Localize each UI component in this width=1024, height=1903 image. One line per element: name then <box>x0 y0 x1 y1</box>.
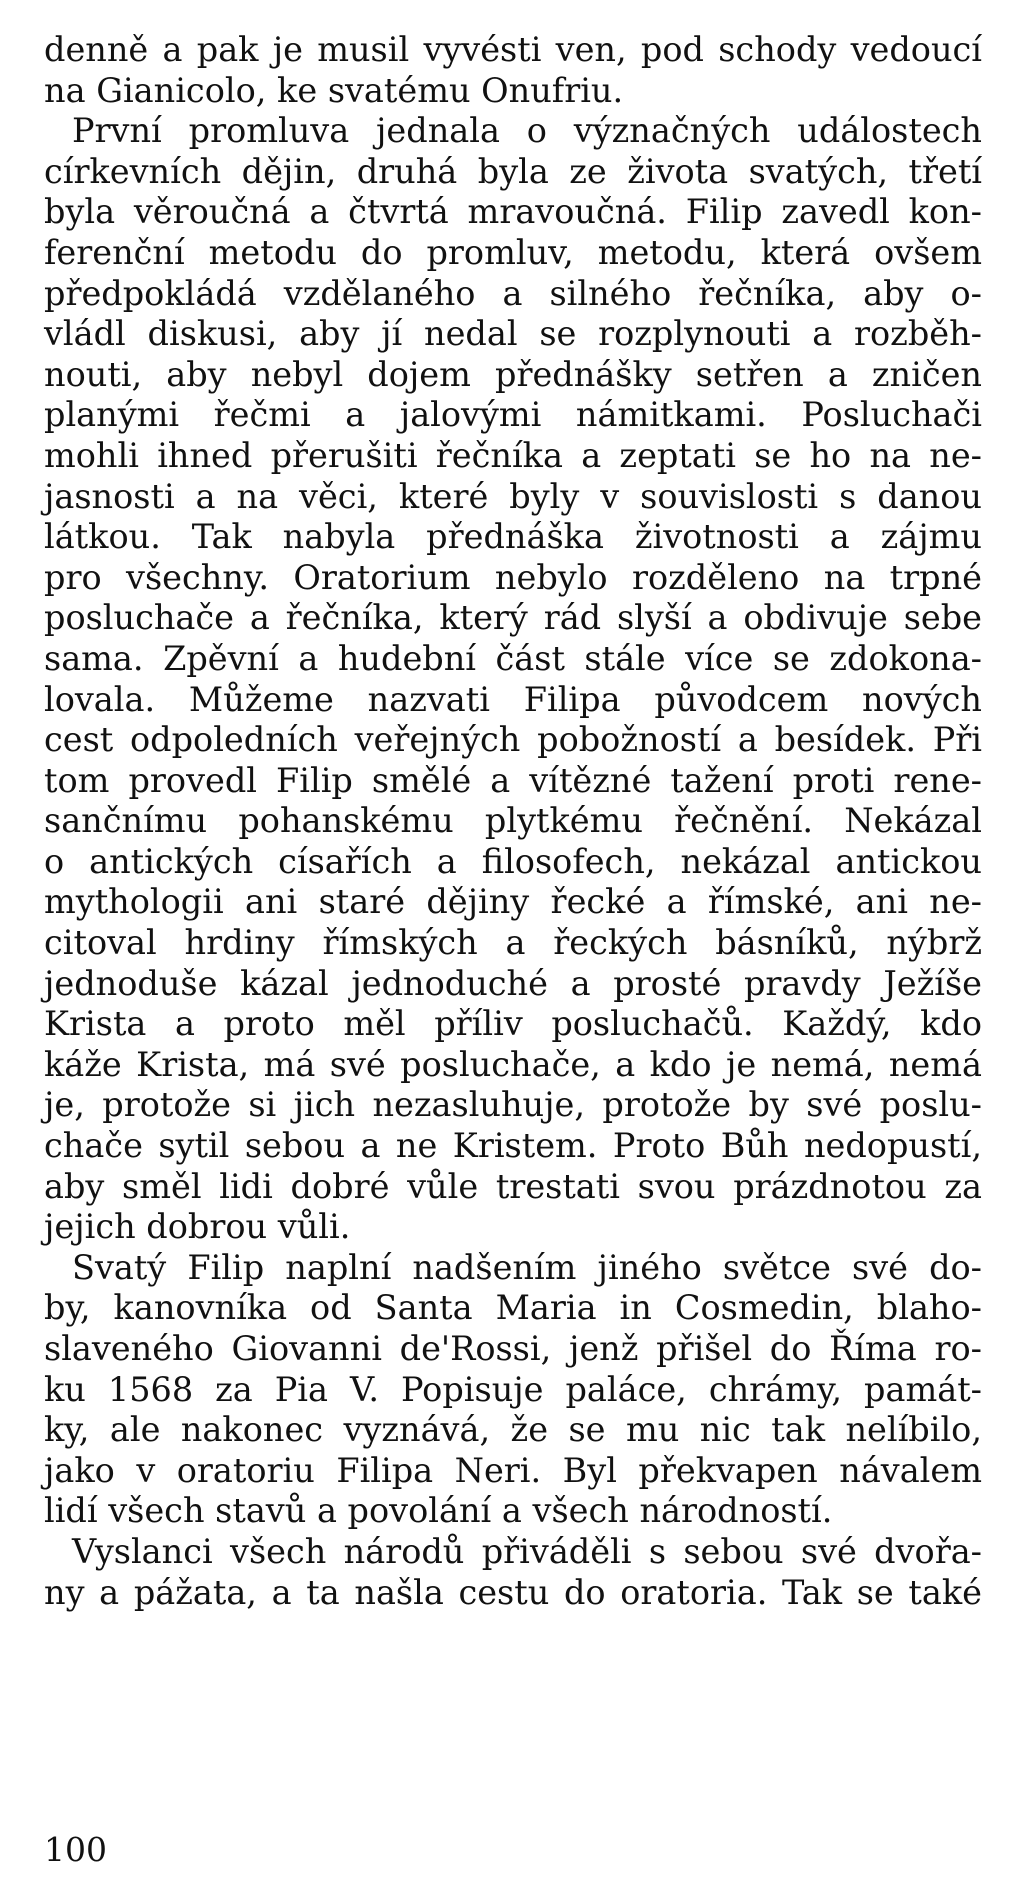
text-line: by, kanovníka od Santa Maria in Cosmedin, blaho- <box>44 1288 982 1328</box>
text-line: aby směl lidi dobré vůle trestati svou prázdnotou za <box>44 1166 982 1206</box>
text-line: Vyslanci všech národů přiváděli s sebou své dvořa- <box>72 1531 982 1571</box>
text-line: jasnosti a na věci, které byly v souvislosti s danou <box>44 476 982 516</box>
text-line: Svatý Filip naplní nadšením jiného světce své do- <box>72 1247 982 1287</box>
text-line: cest odpoledních veřejných pobožností a besídek. Při <box>44 720 982 760</box>
paragraph <box>44 1248 982 1532</box>
text-line: jejich dobrou vůli. <box>44 1207 351 1247</box>
text-line: ny a pážata, a ta našla cestu do oratoria. Tak se také <box>44 1572 982 1612</box>
text-line: chače sytil sebou a ne Kristem. Proto Bůh nedopustí, <box>44 1126 982 1166</box>
text-line: lidí všech stavů a povolání a všech národností. <box>44 1491 833 1531</box>
text-line: sančnímu pohanskému plytkému řečnění. Nekázal <box>44 801 982 841</box>
text-line: vládl diskusi, aby jí nedal se rozplynouti a rozběh- <box>44 314 982 354</box>
text-line: denně a pak je musil vyvésti ven, pod schody vedoucí <box>44 30 982 69</box>
text-line: posluchače a řečníka, který rád slyší a obdivuje sebe <box>44 598 982 638</box>
text-line: byla věroučná a čtvrtá mravoučná. Filip zavedl kon- <box>44 192 982 232</box>
text-line: ky, ale nakonec vyznává, že se mu nic tak nelíbilo, <box>44 1410 982 1450</box>
paragraph <box>44 1532 982 1613</box>
text-line: látkou. Tak nabyla přednáška životnosti a zájmu <box>44 517 982 557</box>
page-number: 100 <box>44 1830 107 1869</box>
text-line: mohli ihned přerušiti řečníka a zeptati se ho na ne- <box>44 435 982 475</box>
text-line: na Gianicolo, ke svatému Onufriu. <box>44 70 624 110</box>
text-line: sama. Zpěvní a hudební část stále více se zdokona- <box>44 638 982 678</box>
text-line: pro všechny. Oratorium nebylo rozděleno na trpné <box>44 557 982 597</box>
text-line: káže Krista, má své posluchače, a kdo je nemá, nemá <box>44 1044 982 1084</box>
text-line: slaveného Giovanni de'Rossi, jenž přišel do Říma ro- <box>44 1329 982 1368</box>
text-line: ku 1568 za Pia V. Popisuje paláce, chrámy, památ- <box>44 1369 982 1409</box>
text-line: církevních dějin, druhá byla ze života svatých, třetí <box>44 151 982 191</box>
text-line: tom provedl Filip smělé a vítězné tažení proti rene- <box>44 760 982 800</box>
text-line: lovala. Můžeme nazvati Filipa původcem nových <box>44 679 982 719</box>
page-text <box>44 30 982 1613</box>
text-line: jako v oratoriu Filipa Neri. Byl překvapen návalem <box>44 1450 982 1490</box>
paragraph <box>44 30 982 111</box>
text-line: jednoduše kázal jednoduché a prosté pravdy Ježíše <box>44 963 982 1003</box>
text-line: mythologii ani staré dějiny řecké a římské, ani ne- <box>44 882 982 922</box>
text-line: předpokládá vzdělaného a silného řečníka, aby o- <box>44 273 982 313</box>
text-line: nouti, aby nebyl dojem přednášky setřen a zničen <box>44 354 982 394</box>
text-line: planými řečmi a jalovými námitkami. Posluchači <box>44 395 982 435</box>
text-line: První promluva jednala o význačných událostech <box>72 111 982 151</box>
paragraph <box>44 111 982 1248</box>
text-line: je, protože si jich nezasluhuje, protože by své poslu- <box>44 1085 982 1125</box>
text-line: ferenční metodu do promluv, metodu, která ovšem <box>44 232 982 272</box>
text-line: o antických císařích a filosofech, nekázal antickou <box>44 841 982 881</box>
text-line: citoval hrdiny římských a řeckých básníků, nýbrž <box>44 923 982 963</box>
text-line: Krista a proto měl příliv posluchačů. Každý, kdo <box>44 1004 982 1044</box>
